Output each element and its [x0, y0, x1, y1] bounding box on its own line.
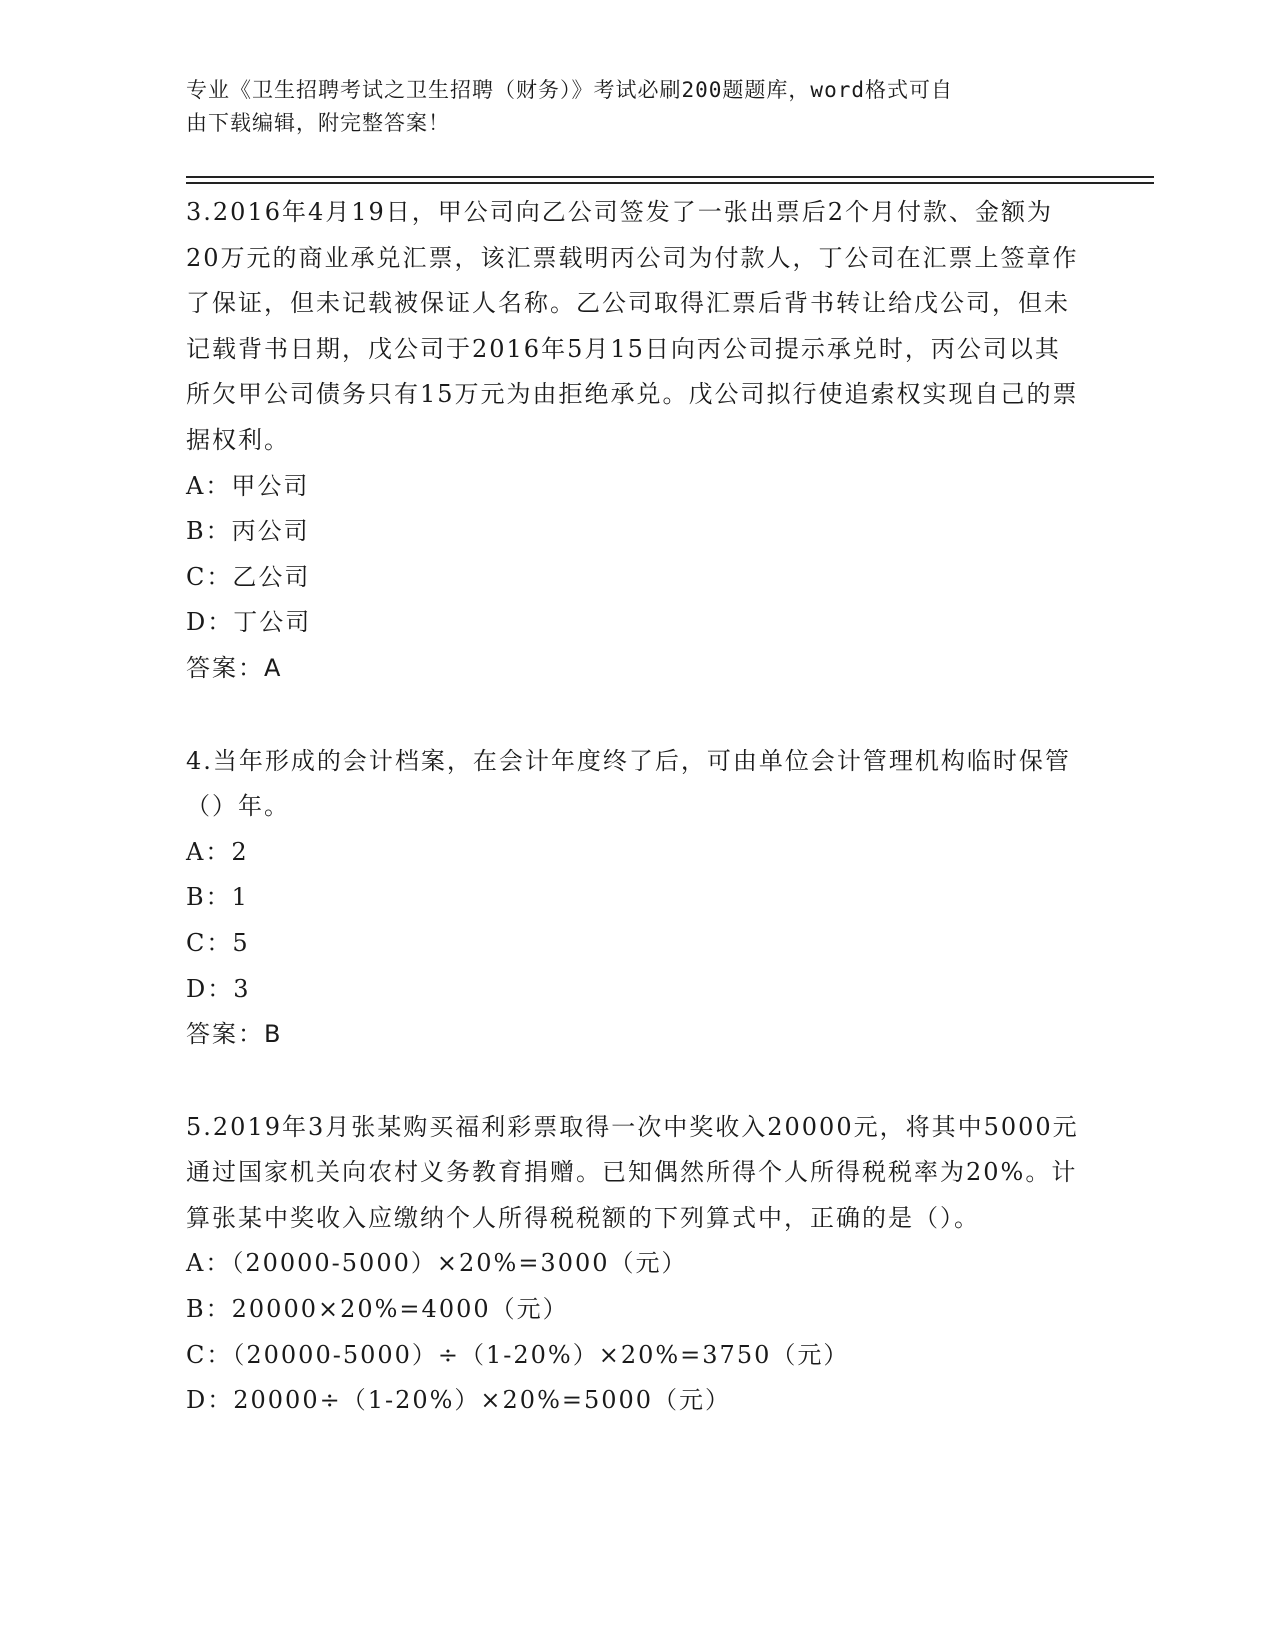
question-list — [186, 190, 1086, 1471]
header-line-1: 专业《卫生招聘考试之卫生招聘（财务）》考试必刷200题题库，word格式可自 — [186, 78, 953, 102]
header-rule-bottom — [186, 182, 1154, 184]
option-a: A：甲公司 — [186, 471, 310, 500]
question-4 — [186, 739, 1086, 1058]
question-3 — [186, 190, 1086, 692]
option-b: B：1 — [186, 883, 249, 912]
option-c: C：乙公司 — [186, 562, 311, 591]
answer-line: 答案：A — [186, 653, 283, 682]
option-d: D：20000÷（1-20%）×20%=5000（元） — [186, 1386, 732, 1415]
question-stem: 4.当年形成的会计档案，在会计年度终了后，可由单位会计管理机构临时保管（）年。 — [186, 746, 1071, 821]
question-5 — [186, 1105, 1086, 1424]
option-list — [186, 1241, 1086, 1423]
option-a: A：（20000-5000）×20%=3000（元） — [186, 1249, 688, 1278]
option-d: D：丁公司 — [186, 608, 312, 637]
document-header — [186, 74, 1086, 140]
header-rule-top — [186, 176, 1154, 178]
option-list — [186, 464, 1086, 646]
answer-line: 答案：B — [186, 1020, 283, 1049]
question-stem: 3.2016年4月19日，甲公司向乙公司签发了一张出票后2个月付款、金额为20万元的商业承兑汇票，该汇票载明丙公司为付款人，丁公司在汇票上签章作了保证，但未记载被保证人名称。乙公司取得汇票后背书转让给戊公司，但未记载背书日期，戊公司于2016年5月15日向丙公司提示承兑时，丙公司以其所欠甲公司债务只有15万元为由拒绝承兑。戊公司拟行使追索权实现自己的票据权利。 — [186, 198, 1079, 454]
option-a: A：2 — [186, 837, 249, 866]
option-d: D：3 — [186, 974, 251, 1003]
header-line-2: 由下载编辑，附完整答案！ — [186, 111, 450, 135]
option-c: C：5 — [186, 928, 250, 957]
option-c: C：（20000-5000）÷（1-20%）×20%=3750（元） — [186, 1340, 850, 1369]
question-stem: 5.2019年3月张某购买福利彩票取得一次中奖收入20000元，将其中5000元通过国家机关向农村义务教育捐赠。已知偶然所得个人所得税税率为20%。计算张某中奖收入应缴纳个人所得税税额的下列算式中，正确的是（）。 — [186, 1112, 1079, 1232]
option-list — [186, 830, 1086, 1012]
option-b: B：丙公司 — [186, 517, 310, 546]
option-b: B：20000×20%=4000（元） — [186, 1295, 569, 1324]
